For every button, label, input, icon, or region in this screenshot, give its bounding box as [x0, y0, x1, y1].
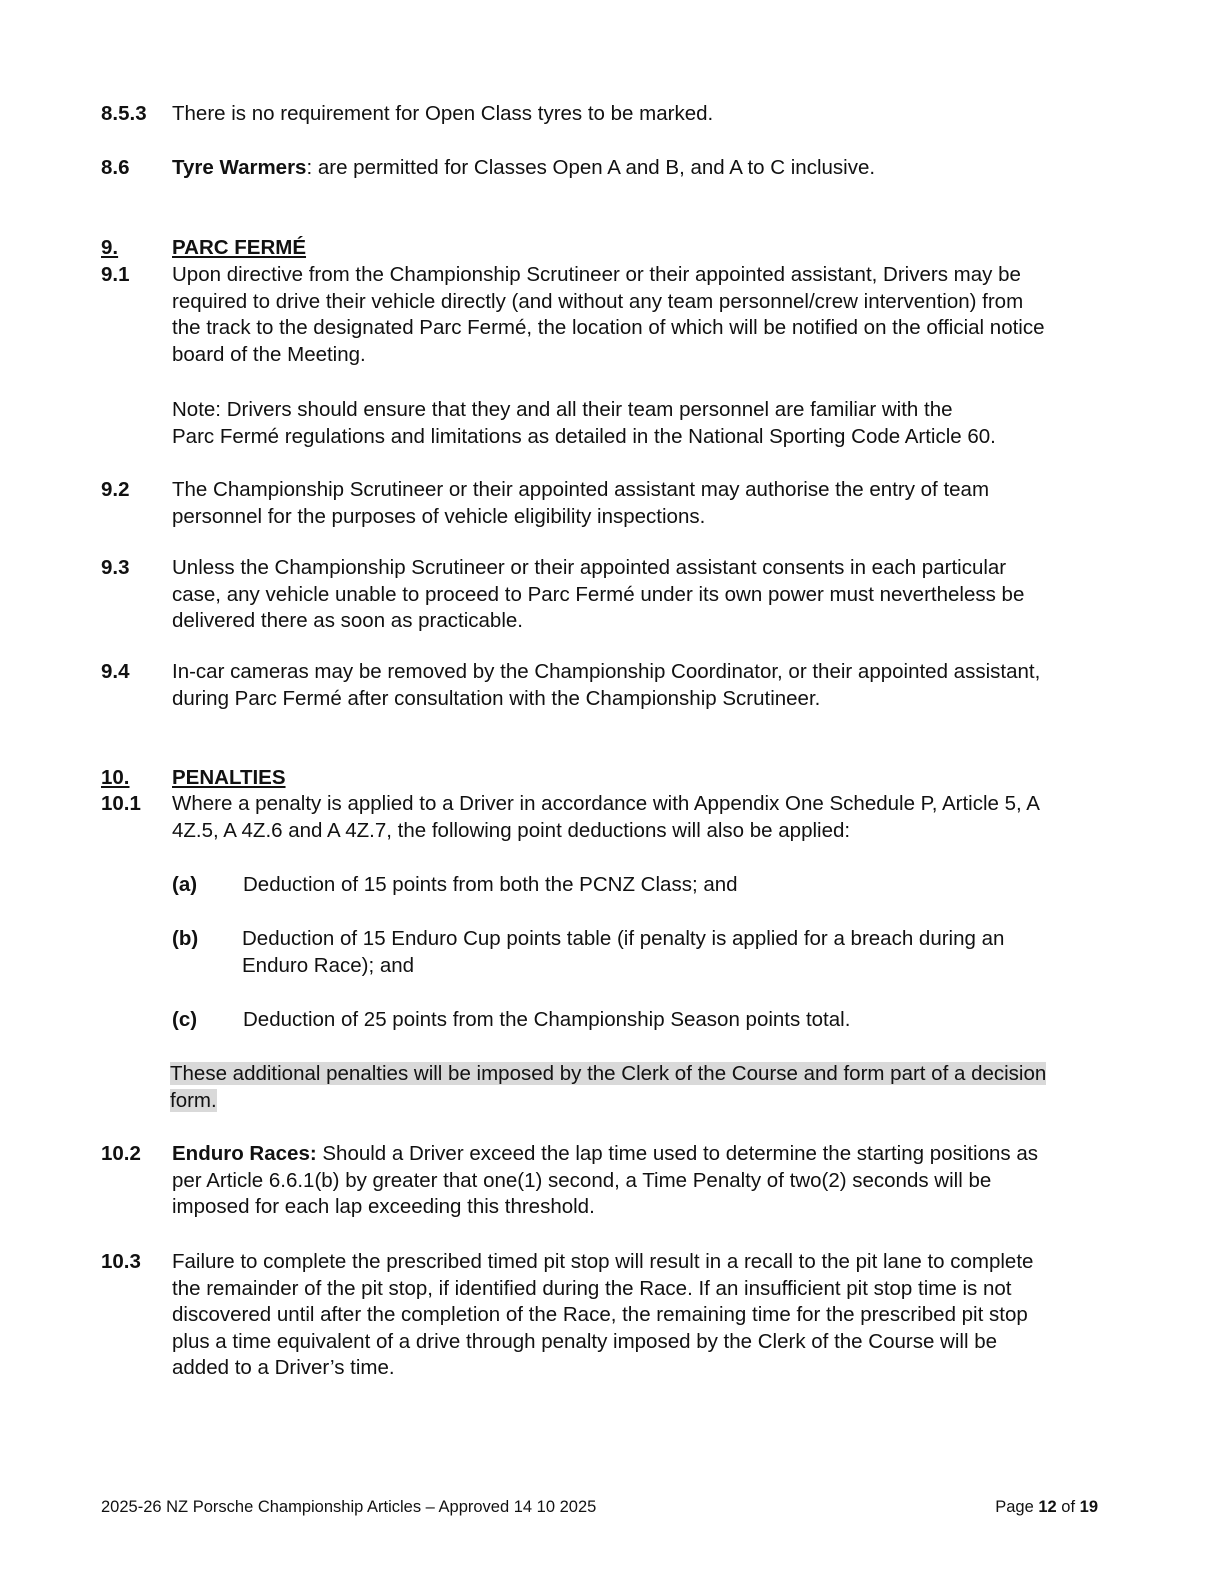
list-item-text: Deduction of 15 points from both the PCNZ Class; and [243, 873, 738, 896]
clause-number: 8.5.3 [101, 102, 147, 125]
footer-page-number: Page 12 of 19 [995, 1498, 1098, 1516]
section-number: 10. [101, 766, 130, 789]
clause-text: Enduro Races: Should a Driver exceed the lap time used to determine the starting positions as per Article 6.6.1(b) by greater that one(1) second, a Time Penalty of two(2) seconds will be imposed for each lap exceeding this threshold. [172, 1142, 1038, 1218]
clause-text: Upon directive from the Championship Scrutineer or their appointed assistant, Drivers may be required to drive their vehicle directly (and without any team personnel/crew intervention) from the track to the designated Parc Fermé, the location of which will be notified on the official notice board of the Meeting. [172, 263, 1045, 366]
clause-number: 9.2 [101, 478, 130, 501]
section-title: PENALTIES [172, 766, 286, 789]
clause-number: 9.4 [101, 660, 130, 683]
clause-text: Tyre Warmers: are permitted for Classes Open A and B, and A to C inclusive. [172, 156, 876, 179]
list-item-label: (c) [172, 1008, 198, 1031]
note-text: Note: Drivers should ensure that they and all their team personnel are familiar with the Parc Fermé regulations and limitations as detailed in the National Sporting Code Article 60. [172, 398, 996, 448]
highlighted-text: These additional penalties will be imposed by the Clerk of the Course and form part of a decision [170, 1062, 1047, 1085]
clause-number: 10.1 [101, 792, 141, 815]
list-item-text: Deduction of 25 points from the Championship Season points total. [243, 1008, 851, 1031]
clause-number: 9.3 [101, 556, 130, 579]
section-title: PARC FERMÉ [172, 236, 307, 259]
clause-number: 8.6 [101, 156, 130, 179]
clause-bold-term: Enduro Races: [172, 1142, 317, 1165]
clause-text: Failure to complete the prescribed timed pit stop will result in a recall to the pit lane to complete the remainder of the pit stop, if identified during the Race. If an insufficient pit stop time is not discovered until after the completion of the Race, the remaining time for the prescribed pit stop plus a time equivalent of a drive through penalty imposed by the Clerk of the Course will be added to a Driver’s time. [172, 1250, 1034, 1379]
clause-number: 10.3 [101, 1250, 141, 1273]
clause-number: 9.1 [101, 263, 130, 286]
clause-bold-term: Tyre Warmers [172, 156, 307, 179]
list-item-text: Deduction of 15 Enduro Cup points table (if penalty is applied for a breach during an Enduro Race); and [242, 927, 1005, 977]
section-number: 9. [101, 236, 119, 259]
highlighted-text: form. [170, 1088, 217, 1112]
footer-document-title: 2025-26 NZ Porsche Championship Articles – Approved 14 10 2025 [101, 1498, 597, 1516]
clause-text: The Championship Scrutineer or their appointed assistant may authorise the entry of team personnel for the purposes of vehicle eligibility inspections. [172, 478, 990, 528]
clause-text: There is no requirement for Open Class tyres to be marked. [172, 102, 714, 125]
clause-text: Unless the Championship Scrutineer or their appointed assistant consents in each particular case, any vehicle unable to proceed to Parc Fermé under its own power must nevertheless be delivered there as soon as practicable. [172, 556, 1025, 632]
clause-text: Where a penalty is applied to a Driver in accordance with Appendix One Schedule P, Article 5, A 4Z.5, A 4Z.6 and A 4Z.7, the following point deductions will also be applied: [172, 792, 1040, 842]
list-item-label: (a) [172, 873, 198, 896]
list-item-label: (b) [172, 927, 199, 950]
clause-text: In-car cameras may be removed by the Championship Coordinator, or their appointed assistant, during Parc Fermé after consultation with the Championship Scrutineer. [172, 660, 1041, 710]
clause-number: 10.2 [101, 1142, 141, 1165]
